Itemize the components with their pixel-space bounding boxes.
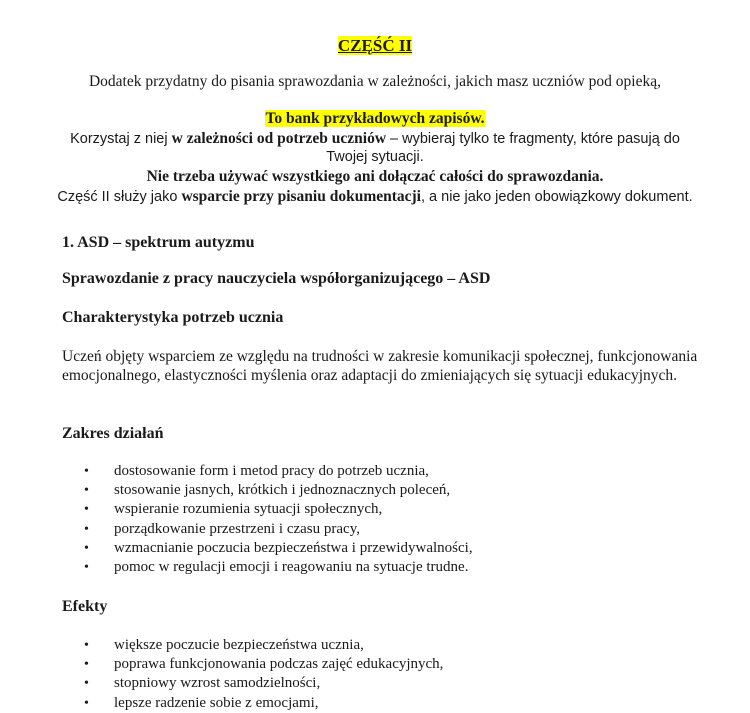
effects-list — [62, 636, 443, 713]
intro-line-6-post: , a nie jako jeden obowiązkowy dokument. — [421, 189, 693, 205]
actions-list — [62, 462, 473, 577]
report-title: Sprawozdanie z pracy nauczyciela współorganizującego – ASD — [62, 270, 491, 287]
list-item: • wzmacnianie poczucia bezpieczeństwa i przewidywalności, — [62, 539, 473, 558]
list-item: • pomoc w regulacji emocji i reagowaniu na sytuacje trudne. — [62, 558, 473, 577]
intro-line-6 — [0, 187, 750, 207]
effects-heading: Efekty — [62, 598, 108, 615]
intro-highlight-line — [0, 109, 750, 128]
list-item: • lepsze radzenie sobie z emocjami, — [62, 694, 443, 713]
intro-line-4: Twojej sytuacji. — [326, 149, 424, 165]
part-title-text: CZĘŚĆ II — [337, 36, 413, 55]
list-item: • wspieranie rozumienia sytuacji społecznych, — [62, 500, 473, 519]
list-item: • większe poczucie bezpieczeństwa ucznia, — [62, 636, 443, 655]
intro-line-3-pre: Korzystaj z niej — [70, 131, 172, 147]
list-item: • stosowanie jasnych, krótkich i jednoznacznych poleceń, — [62, 481, 473, 500]
intro-line-3-bold: w zależności od potrzeb uczniów — [171, 130, 387, 147]
intro-line-5: Nie trzeba używać wszystkiego ani dołączać całości do sprawozdania. — [146, 168, 604, 185]
actions-heading: Zakres działań — [62, 425, 164, 442]
intro-line-1: Dodatek przydatny do pisania sprawozdania w zależności, jakich masz uczniów pod opieką, — [88, 73, 661, 90]
section-heading: 1. ASD – spektrum autyzmu — [62, 234, 255, 251]
intro-highlight: To bank przykładowych zapisów. — [265, 110, 485, 127]
list-item: • poprawa funkcjonowania podczas zajęć edukacyjnych, — [62, 655, 443, 674]
list-item: • porządkowanie przestrzeni i czasu pracy, — [62, 520, 473, 539]
list-item: • dostosowanie form i metod pracy do potrzeb ucznia, — [62, 462, 473, 481]
list-item: • stopniowy wzrost samodzielności, — [62, 674, 443, 693]
needs-paragraph: Uczeń objęty wsparciem ze względu na trudności w zakresie komunikacji społecznej, funkcjonowania emocjonalnego, elastyczności myślenia oraz adaptacji do zmieniających się sytuacji edukacyjnych. — [62, 348, 698, 384]
intro-line-6-bold: wsparcie przy pisaniu dokumentacji — [181, 188, 421, 205]
intro-line-3-post: – wybieraj tylko te fragmenty, które pasują do — [386, 131, 680, 147]
intro-line-3 — [0, 129, 750, 149]
intro-line-6-pre: Część II służy jako — [57, 189, 182, 205]
needs-heading: Charakterystyka potrzeb ucznia — [62, 309, 284, 326]
part-title — [0, 36, 750, 56]
